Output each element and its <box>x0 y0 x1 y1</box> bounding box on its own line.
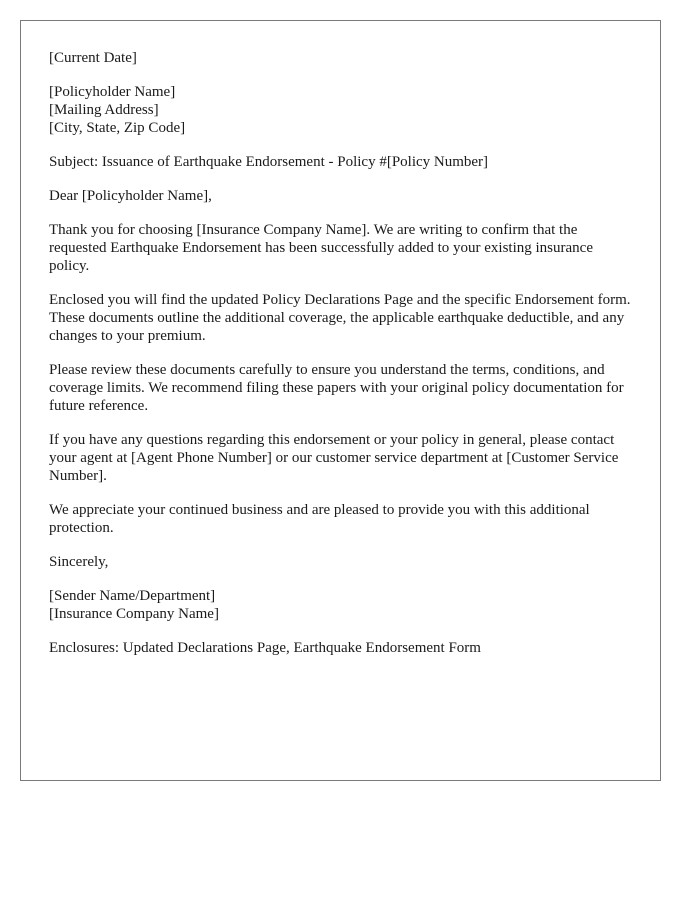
letter-enclosures: Enclosures: Updated Declarations Page, Earthquake Endorsement Form <box>49 640 481 656</box>
recipient-name: [Policyholder Name] <box>49 84 176 100</box>
body-paragraph-review: Please review these documents carefully to ensure you understand the terms, conditions, and coverage limits. We recommend filing these papers with your original policy documentation for future reference. <box>49 362 624 414</box>
sender-company: [Insurance Company Name] <box>49 606 219 622</box>
letter-subject: Subject: Issuance of Earthquake Endorsement - Policy #[Policy Number] <box>49 154 489 170</box>
recipient-city-state-zip: [City, State, Zip Code] <box>49 120 186 136</box>
letter-date: [Current Date] <box>49 50 137 66</box>
body-paragraph-enclosed: Enclosed you will find the updated Policy Declarations Page and the specific Endorsement form. These documents outline the additional coverage, the applicable earthquake deductible, and any changes to your premium. <box>49 292 631 344</box>
body-paragraph-questions: If you have any questions regarding this endorsement or your policy in general, please contact your agent at [Agent Phone Number] or our customer service department at [Customer Service Number]. <box>49 432 619 484</box>
body-paragraph-appreciation: We appreciate your continued business and are pleased to provide you with this additional protection. <box>49 502 590 536</box>
letter-closing: Sincerely, <box>49 554 109 570</box>
sender-name: [Sender Name/Department] <box>49 588 216 604</box>
recipient-block <box>49 83 632 137</box>
recipient-address: [Mailing Address] <box>49 102 159 118</box>
letter-salutation: Dear [Policyholder Name], <box>49 188 212 204</box>
letter-page <box>20 20 661 781</box>
sender-block <box>49 587 632 623</box>
body-paragraph-thanks: Thank you for choosing [Insurance Company Name]. We are writing to confirm that the requested Earthquake Endorsement has been successfully added to your existing insurance policy. <box>49 222 593 274</box>
